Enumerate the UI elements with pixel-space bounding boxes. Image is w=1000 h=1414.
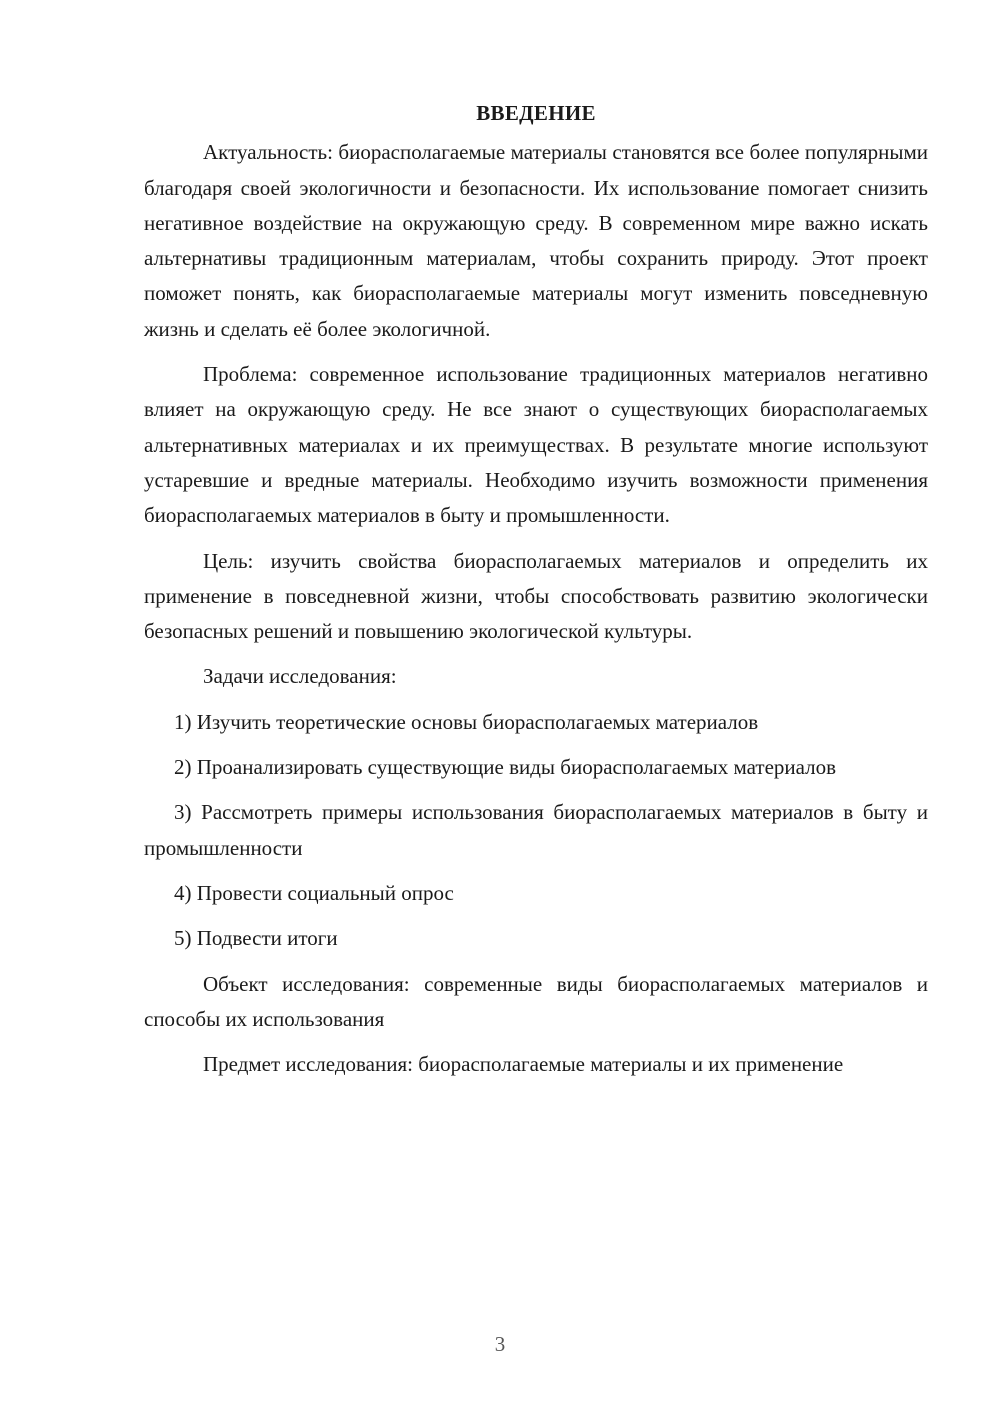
task-item: 4) Провести социальный опрос (174, 880, 454, 905)
task-item: 3) Рассмотреть примеры использования биорасполагаемых материалов в быту и промышленности (144, 800, 928, 860)
subject-paragraph: Предмет исследования: биорасполагаемые материалы и их применение (203, 1052, 844, 1077)
section-title: ВВЕДЕНИЕ (476, 101, 596, 125)
document-page (144, 96, 928, 1092)
page-number: 3 (494, 1332, 506, 1356)
tasks-heading: Задачи исследования: (203, 664, 397, 689)
task-item: 5) Подвести итоги (174, 926, 338, 951)
goal-paragraph: Цель: изучить свойства биорасполагаемых материалов и определить их применение в повседневной жизни, чтобы способствовать развитию экологически безопасных решений и повышению экологической культуры. (144, 548, 928, 644)
tasks-list (144, 705, 928, 957)
problem-paragraph: Проблема: современное использование традиционных материалов негативно влияет на окружающую среду. Не все знают о существующих биорасполагаемых альтернативных материалах и их преимуществах. В результате многие используют устаревшие и вредные материалы. Необходимо изучить возможности применения биорасполагаемых материалов в быту и промышленности. (144, 362, 928, 528)
object-paragraph: Объект исследования: современные виды биорасполагаемых материалов и способы их использования (144, 971, 928, 1031)
task-item: 2) Проанализировать существующие виды биорасполагаемых материалов (174, 755, 837, 780)
task-item: 1) Изучить теоретические основы биорасполагаемых материалов (174, 709, 759, 734)
relevance-paragraph: Актуальность: биорасполагаемые материалы становятся все более популярными благодаря своей экологичности и безопасности. Их использование помогает снизить негативное воздействие на окружающую среду. В современном мире важно искать альтернативы традиционным материалам, чтобы сохранить природу. Этот проект поможет понять, как биорасполагаемые материалы могут изменить повседневную жизнь и сделать её более экологичной. (144, 140, 928, 341)
